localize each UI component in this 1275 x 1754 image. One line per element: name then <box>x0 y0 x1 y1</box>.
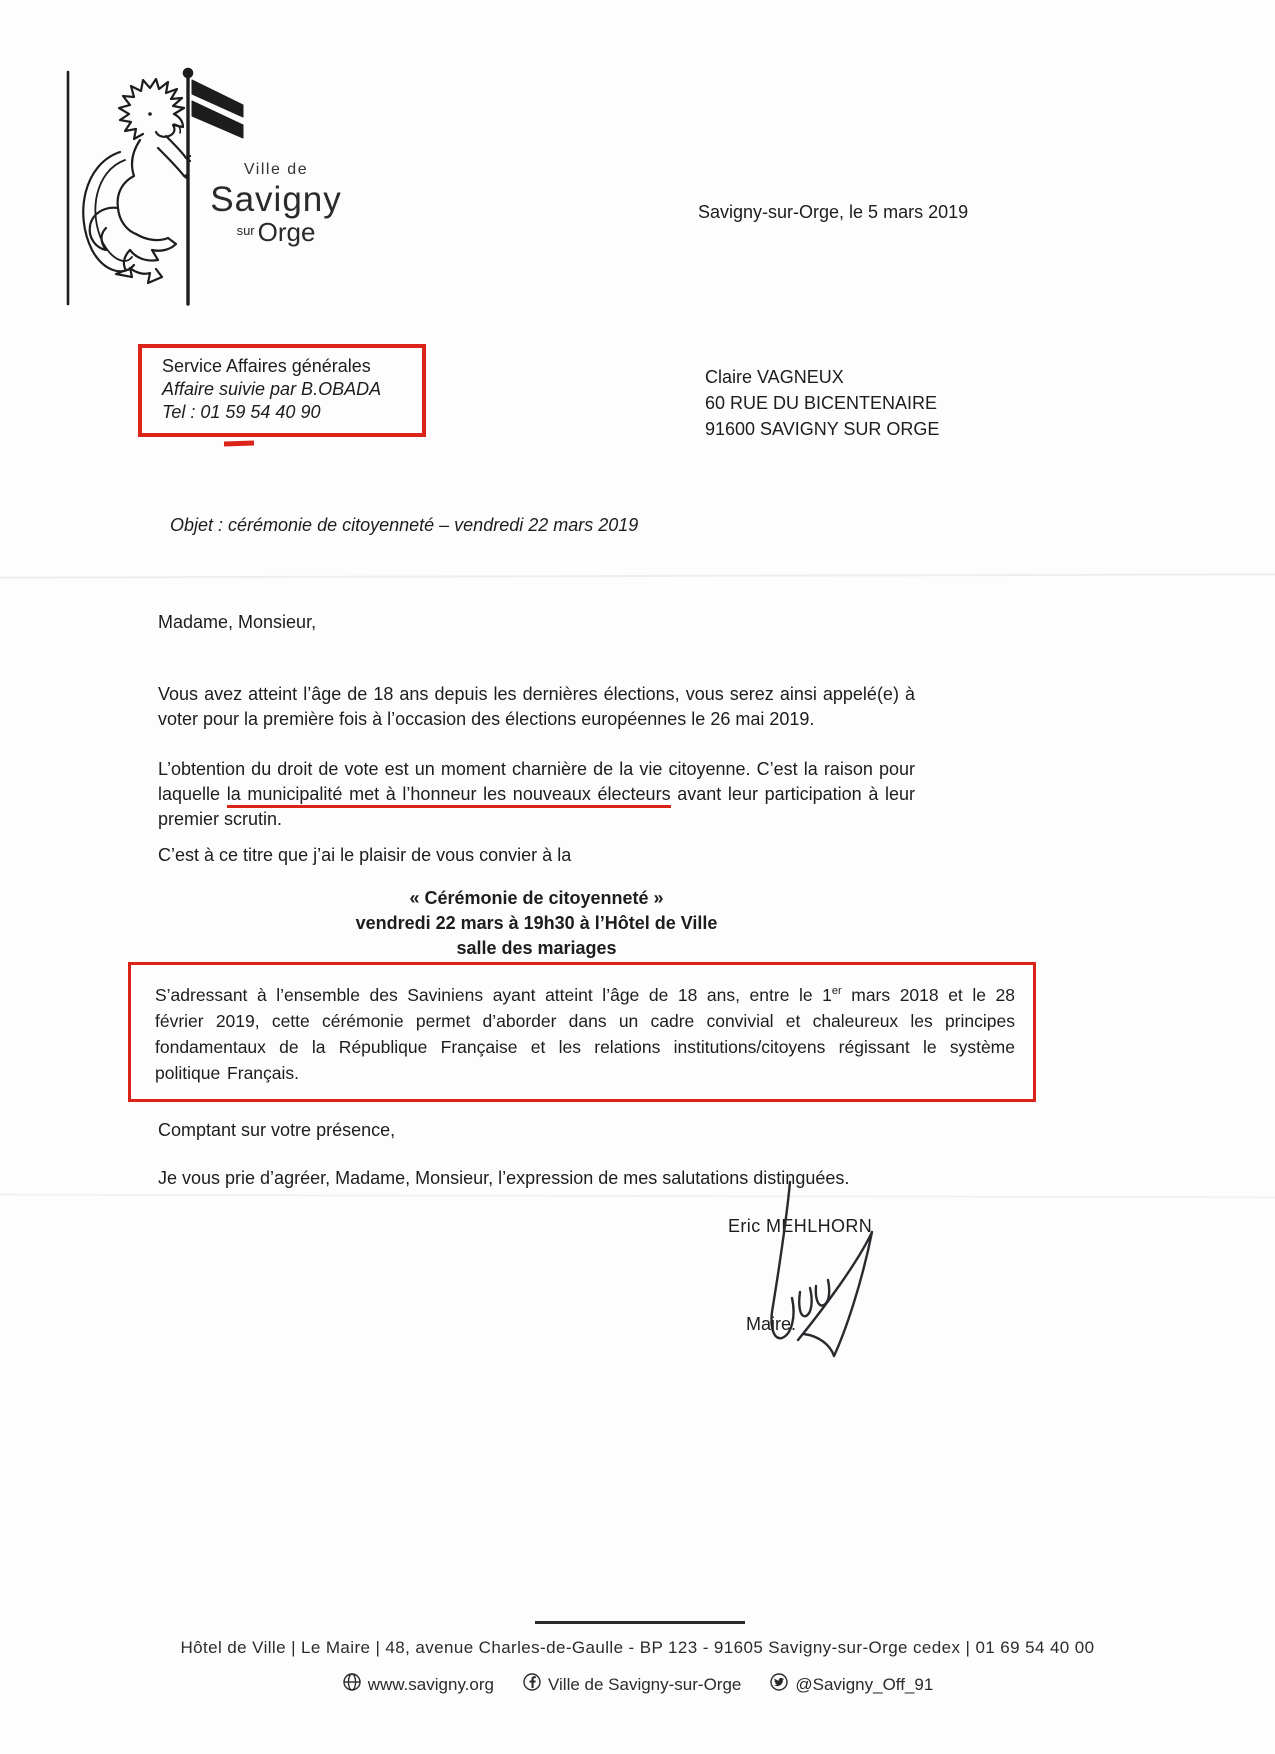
handwritten-signature <box>712 1180 907 1365</box>
signatory-title: Maire. <box>746 1314 797 1334</box>
paragraph-2-end: avant leur participation à leur premier scrutin. <box>158 784 916 829</box>
event-location: salle des mariages <box>456 938 617 958</box>
logo-ville-de: Ville de <box>243 161 309 178</box>
footer-address-line: Hôtel de Ville | Le Maire | 48, avenue Charles-de-Gaulle - BP 123 - 91605 Savigny-sur-Orge cedex | 01 69 54 40 00 <box>180 1638 1095 1657</box>
service-annotation-box <box>138 344 426 437</box>
paragraph-5: Comptant sur votre présence, <box>158 1120 396 1140</box>
event-title-block <box>158 886 915 961</box>
recipient-block <box>705 364 939 442</box>
red-dash-annotation <box>224 440 254 446</box>
salutation: Madame, Monsieur, <box>158 612 317 632</box>
paragraph-3: C’est à ce titre que j’ai le plaisir de vous convier à la <box>158 845 572 865</box>
logo-savigny: Savigny <box>210 180 342 219</box>
globe-icon <box>342 1672 362 1697</box>
recipient-name: Claire VAGNEUX <box>705 367 844 387</box>
footer-website: www.savigny.org <box>367 1674 494 1694</box>
highlighted-paragraph-box <box>128 962 1036 1102</box>
footer-website-group <box>342 1672 494 1697</box>
boxed-text-end: mars 2018 et le 28 février 2019, cette cérémonie permet d’aborder dans un cadre convivial et chaleureux les principes fondamentaux de la République Française et les relations institutions/citoyens régissant le système politique Français. <box>155 984 1015 1083</box>
paragraph-2-start: L’obtention du droit de vote est un moment charnière de la vie citoyenne. C’est la raison pour laquelle <box>158 759 915 804</box>
city-logo-text <box>206 162 346 245</box>
footer-divider <box>535 1621 745 1624</box>
footer-social-line <box>0 1672 1275 1697</box>
service-phone: Tel : 01 59 54 40 90 <box>162 402 321 422</box>
red-underlined-phrase: la municipalité met à l’honneur les nouveaux électeurs <box>227 784 671 808</box>
recipient-address1: 60 RUE DU BICENTENAIRE <box>705 393 938 413</box>
paragraph-1: Vous avez atteint l’âge de 18 ans depuis les dernières élections, vous serez ainsi appelé(e) à voter pour la première fois à l’occasion des élections européennes le 26 mai 2019. <box>158 684 915 729</box>
footer-twitter-group <box>769 1672 933 1697</box>
boxed-superscript: er <box>831 985 842 997</box>
scan-crease <box>0 573 1275 578</box>
logo-sur: sur <box>236 223 255 238</box>
footer-facebook: Ville de Savigny-sur-Orge <box>547 1674 742 1694</box>
event-title: « Cérémonie de citoyenneté » <box>409 888 664 908</box>
paragraph-2 <box>158 757 915 832</box>
closing-line: Je vous prie d’agréer, Madame, Monsieur, l’expression de mes salutations distinguées. <box>158 1168 850 1188</box>
boxed-text-start: S’adressant à l’ensemble des Saviniens ayant atteint l’âge de 18 ans, entre le 1 <box>155 984 832 1005</box>
service-name: Service Affaires générales <box>162 356 371 376</box>
service-contact: Affaire suivie par B.OBADA <box>162 379 382 399</box>
twitter-icon <box>769 1672 789 1697</box>
facebook-icon <box>522 1672 542 1697</box>
scan-crease <box>0 1194 1275 1199</box>
footer-facebook-group <box>522 1672 741 1697</box>
recipient-address2: 91600 SAVIGNY SUR ORGE <box>705 419 940 439</box>
subject-line: Objet : cérémonie de citoyenneté – vendredi 22 mars 2019 <box>170 515 639 535</box>
logo-orge: Orge <box>257 217 316 247</box>
signatory-name: Eric MEHLHORN <box>728 1216 873 1236</box>
letter-date: Savigny-sur-Orge, le 5 mars 2019 <box>698 202 969 222</box>
footer-twitter: @Savigny_Off_91 <box>795 1674 934 1694</box>
event-datetime: vendredi 22 mars à 19h30 à l’Hôtel de Ville <box>355 913 718 933</box>
